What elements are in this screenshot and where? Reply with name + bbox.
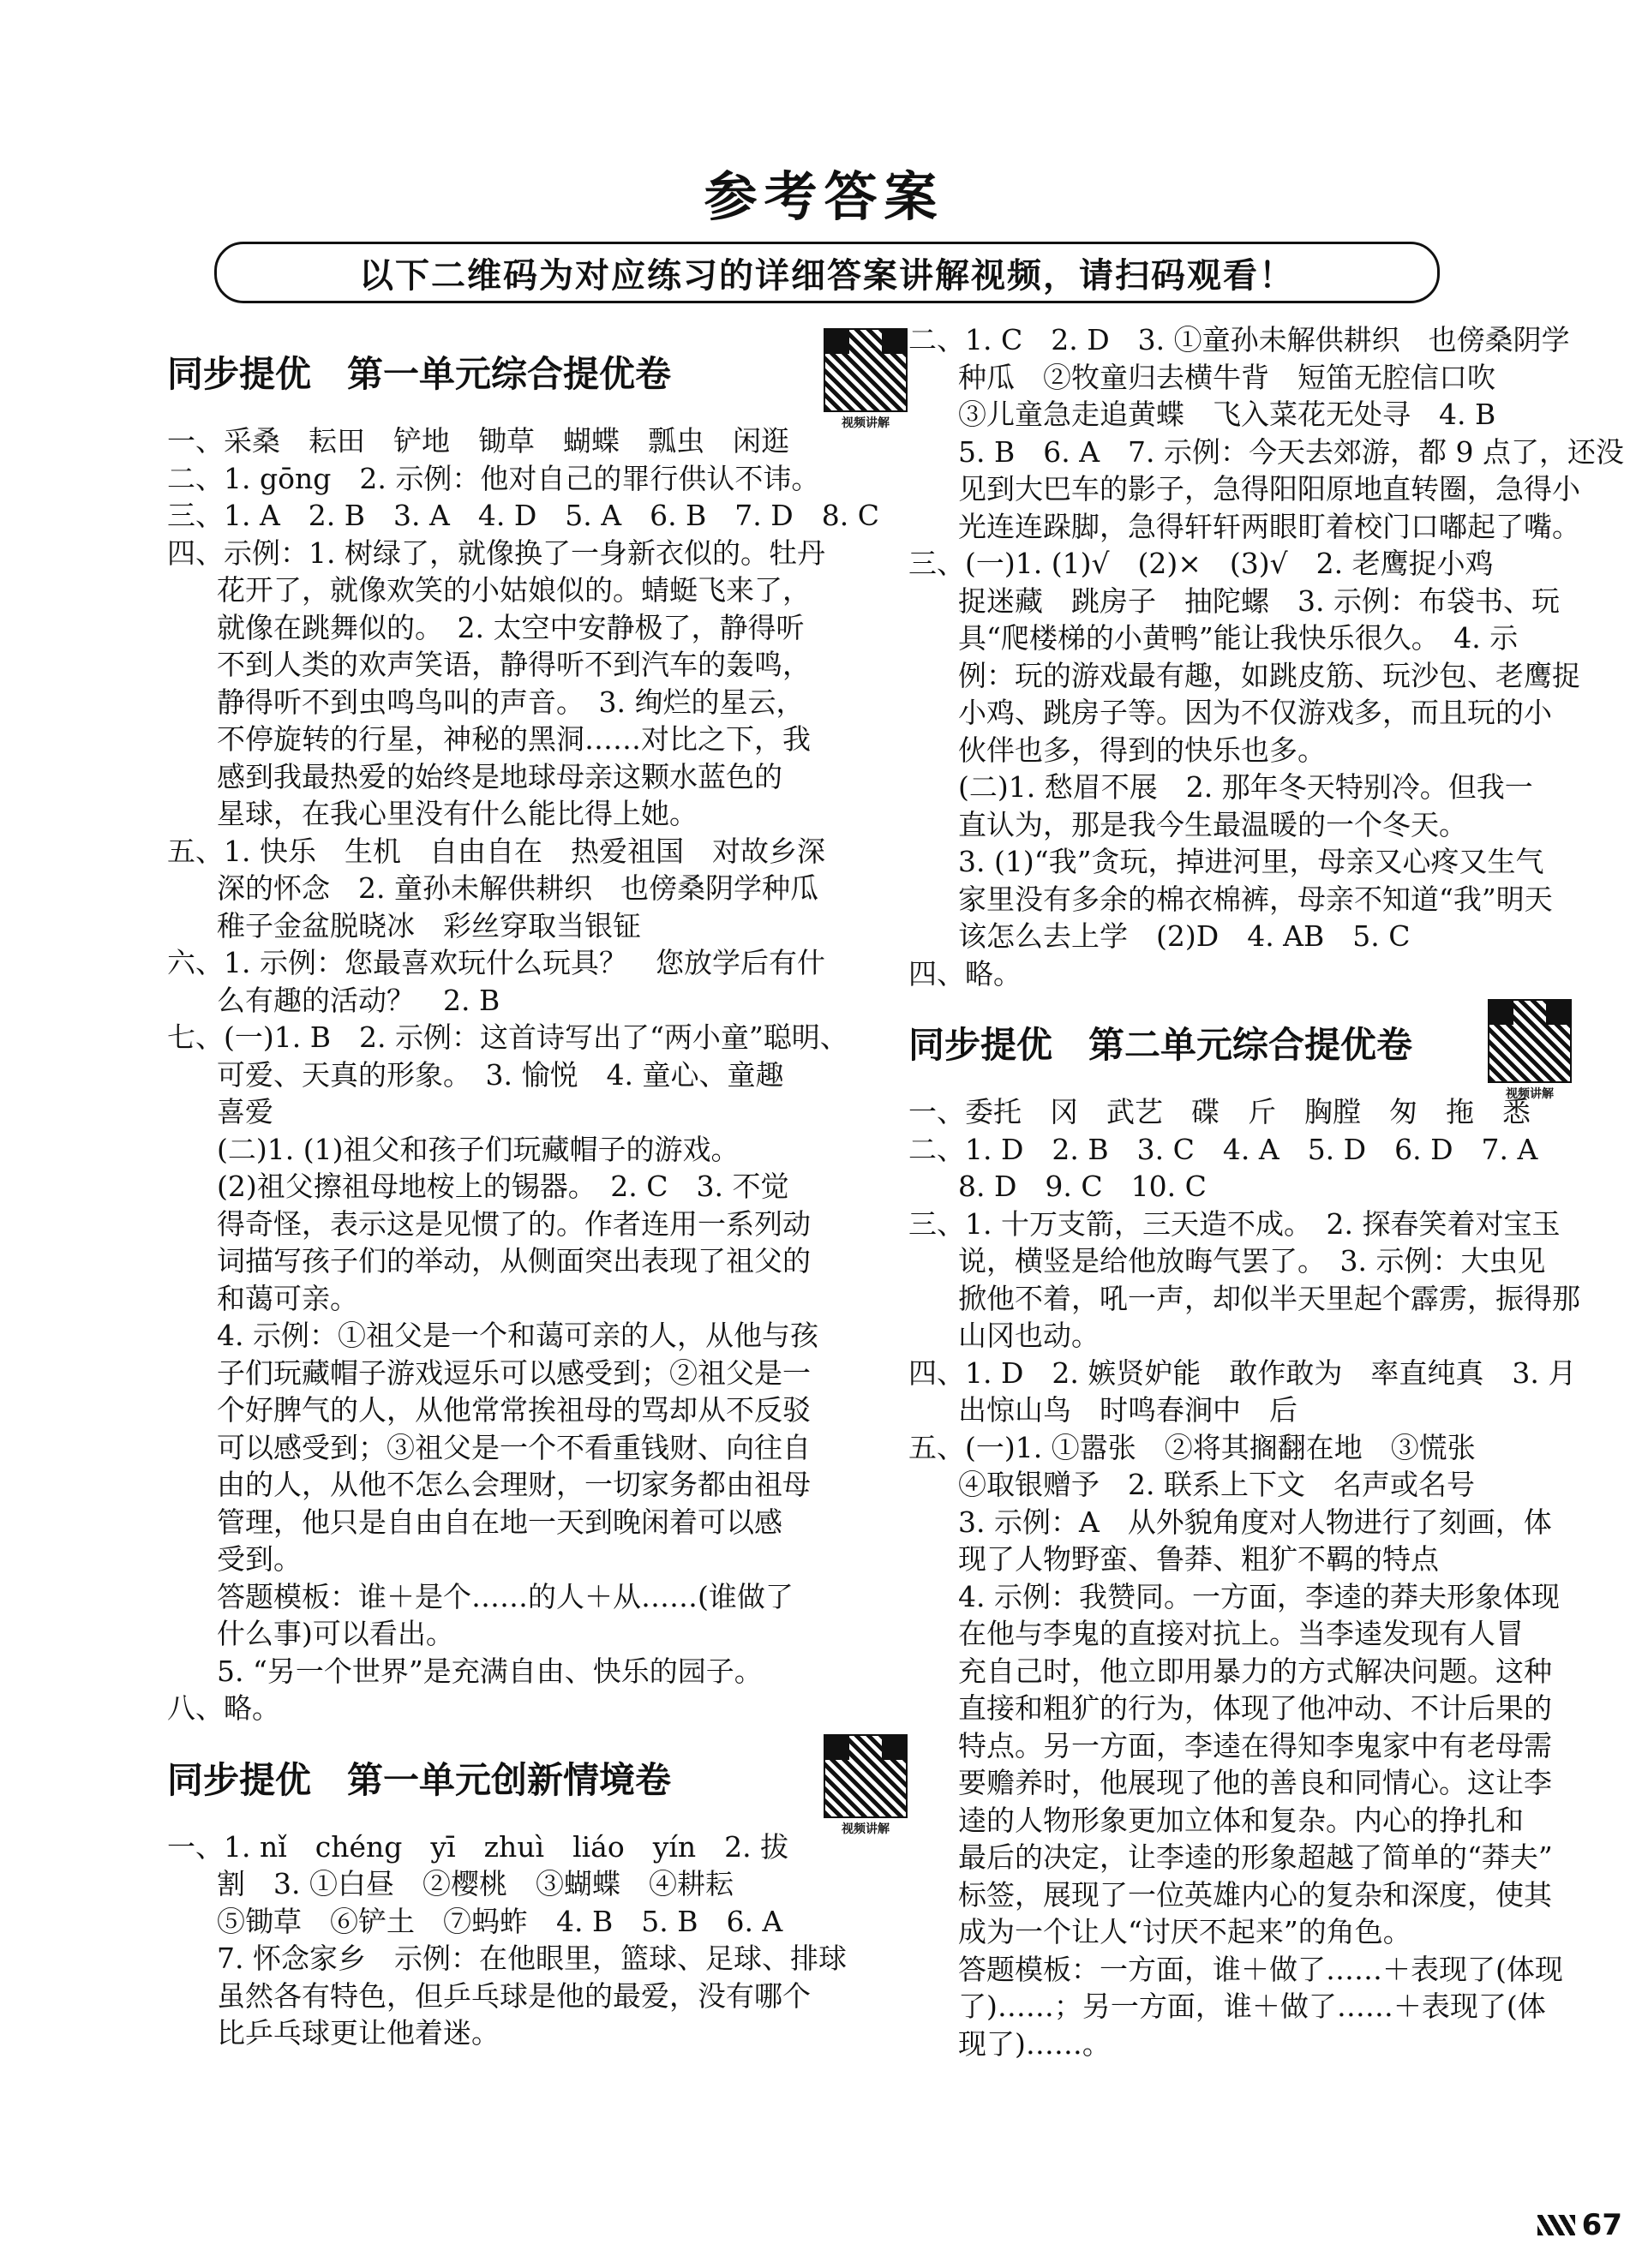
answer-line: 种瓜 ②牧童归去横牛背 短笛无腔信口吹: [958, 360, 1495, 394]
answer-line: 么有趣的活动？ 2. B: [217, 983, 500, 1017]
answer-line: 小鸡、跳房子等。因为不仅游戏多，而且玩的小: [958, 696, 1552, 729]
answer-line: 二、1. D 2. B 3. C 4. A 5. D 6. D 7. A: [908, 1132, 1538, 1166]
answer-line: (二)1. (1)祖父和孩子们玩藏帽子的游戏。: [217, 1132, 740, 1166]
page-title: 参考答案: [704, 165, 944, 228]
answer-line: 5. B 6. A 7. 示例：今天去郊游，都 9 点了，还没: [958, 434, 1624, 469]
answer-line: 要赡养时，他展现了他的善良和同情心。这让李: [958, 1766, 1552, 1799]
answer-line: 五、(一)1. ①嚣张 ②将其搁翻在地 ③慌张: [908, 1430, 1476, 1464]
answer-line: 七、(一)1. B 2. 示例：这首诗写出了“两小童”聪明、: [167, 1020, 848, 1054]
answer-line: 逵的人物形象更加立体和复杂。内心的挣扎和: [958, 1803, 1524, 1837]
answer-lines: [908, 321, 1624, 992]
answer-line: 由的人，从他不怎么会理财，一切家务都由祖母: [217, 1468, 811, 1501]
answer-line: 花开了，就像欢笑的小姑娘似的。蜻蜓飞来了，: [217, 573, 811, 607]
section-title: 同步提优 第一单元创新情境卷: [167, 1758, 672, 1801]
answer-line: 7. 怀念家乡 示例：在他眼里，篮球、足球、排球: [217, 1942, 847, 1975]
answer-line: 星球，在我心里没有什么能比得上她。: [217, 797, 698, 830]
answer-line: 5. “另一个世界”是充满自由、快乐的园子。: [217, 1654, 763, 1688]
answer-line: (二)1. 愁眉不展 2. 那年冬天特别冷。但我一: [958, 770, 1533, 804]
page-number: [1537, 2208, 1622, 2242]
answer-line: 直接和粗犷的行为，体现了他冲动、不计后果的: [958, 1691, 1552, 1725]
answer-line: 和蔼可亲。: [217, 1281, 358, 1315]
qr-code-block[interactable]: [1483, 999, 1577, 1102]
answer-line: 词描写孩子们的举动，从侧面突出表现了祖父的: [217, 1244, 811, 1278]
answer-line: 在他与李鬼的直接对抗上。当李逵发现有人冒: [958, 1617, 1524, 1650]
answer-line: 例：玩的游戏最有趣，如跳皮筋、玩沙包、老鹰捉: [958, 658, 1580, 692]
qr-code-block[interactable]: [818, 328, 913, 431]
answer-line: 不停旋转的行星，神秘的黑洞……对比之下，我: [217, 722, 811, 756]
answer-lines: [167, 422, 913, 1727]
answer-line: 特点。另一方面，李逵在得知李鬼家中有老母需: [958, 1728, 1552, 1762]
answer-template: 答题模板：一方面，谁＋做了……＋表现了(体现: [958, 1952, 1563, 1986]
answer-line: 说，横竖是给他放晦气罢了。 3. 示例：大虫见: [958, 1244, 1546, 1278]
answer-line: 八、略。: [167, 1691, 280, 1725]
answer-line: 二、1. C 2. D 3. ①童孙未解供耕织 也傍桑阴学: [908, 323, 1570, 356]
answer-line: 直认为，那是我今生最温暖的一个冬天。: [958, 807, 1467, 841]
answer-line: 比乒乓球更让他着迷。: [217, 2016, 500, 2050]
answer-line: 一、采桑 耘田 铲地 锄草 蝴蝶 瓢虫 闲逛: [167, 424, 789, 458]
answer-line: ⑤锄草 ⑥铲土 ⑦蚂蚱 4. B 5. B 6. A: [217, 1904, 783, 1938]
section-heading: [167, 1727, 913, 1836]
section-title: 同步提优 第二单元综合提优卷: [908, 1024, 1413, 1066]
answer-lines: [908, 1093, 1580, 2062]
answer-line: 家里没有多余的棉衣棉裤，母亲不知道“我”明天: [958, 882, 1553, 916]
answer-line: 见到大巴车的影子，急得阳阳原地直转圈，急得小: [958, 472, 1580, 506]
answer-line: 伙伴也多，得到的快乐也多。: [958, 733, 1326, 767]
qr-label: 视频讲解: [1506, 1087, 1554, 1101]
qr-code-icon[interactable]: [824, 328, 908, 412]
qr-code-icon[interactable]: [1488, 999, 1572, 1083]
answer-line: 不到人类的欢声笑语，静得听不到汽车的轰鸣，: [217, 648, 811, 681]
answer-line: 了)……；另一方面，谁＋做了……＋表现了(体: [958, 1990, 1546, 2023]
answer-line: 4. 示例：我赞同。一方面，李逵的莽夫形象体现: [958, 1579, 1560, 1613]
answer-line: 标签，展现了一位英雄内心的复杂和深度，使其: [958, 1877, 1552, 1912]
answer-line: 虽然各有特色，但乒乓球是他的最爱，没有哪个: [217, 1978, 811, 2013]
answer-line: 3. (1)“我”贪玩，掉进河里，母亲又心疼又生气: [958, 845, 1544, 878]
qr-code-icon[interactable]: [824, 1734, 908, 1818]
answer-line: 感到我最热爱的始终是地球母亲这颗水蓝色的: [217, 759, 782, 793]
answer-line: 一、1. nǐ chéng yī zhuì liáo yín 2. 拔: [167, 1829, 789, 1864]
answer-line: 子们玩藏帽子游戏逗乐可以感受到；②祖父是一: [217, 1355, 811, 1390]
answer-line: 4. 示例：①祖父是一个和蔼可亲的人，从他与孩: [217, 1319, 818, 1352]
answer-line: 可以感受到；③祖父是一个不看重钱财、向往自: [217, 1430, 811, 1464]
answer-line: 最后的决定，让李逵的形象超越了简单的“莽夫”: [958, 1840, 1553, 1874]
answer-lines: [167, 1828, 913, 2052]
right-column: [908, 321, 1624, 2062]
answer-line: 具“爬楼梯的小黄鸭”能让我快乐很久。 4. 示: [958, 621, 1519, 655]
answer-line: 二、1. gōng 2. 示例：他对自己的罪行供认不讳。: [167, 461, 820, 495]
answer-line: 静得听不到虫鸣鸟叫的声音。 3. 绚烂的星云，: [217, 685, 805, 719]
answer-line: 三、(一)1. (1)√ (2)× (3)√ 2. 老鹰捉小鸡: [908, 547, 1494, 580]
answer-line: 四、示例：1. 树绿了，就像换了一身新衣似的。牡丹: [167, 536, 825, 570]
answer-line: 充自己时，他立即用暴力的方式解决问题。这种: [958, 1654, 1552, 1688]
answer-line: 掀他不着，吼一声，却似半天里起个霹雳，振得那: [958, 1281, 1580, 1315]
answer-line: 山冈也动。: [958, 1319, 1100, 1352]
section-heading: [167, 321, 913, 430]
answer-line: 该怎么去上学 (2)D 4. AB 5. C: [958, 919, 1411, 953]
answer-line: 个好脾气的人，从他常常挨祖母的骂却从不反驳: [217, 1393, 811, 1427]
answer-line: 三、1. 十万支箭，三天造不成。 2. 探春笑着对宝玉: [908, 1206, 1561, 1241]
answer-line: (2)祖父擦祖母地桉上的锡器。 2. C 3. 不觉: [217, 1170, 789, 1203]
answer-line: ④取银赠予 2. 联系上下文 名声或名号: [958, 1468, 1475, 1501]
answer-line: 五、1. 快乐 生机 自由自在 热爱祖国 对故乡深: [167, 834, 825, 868]
answer-line: 捉迷藏 跳房子 抽陀螺 3. 示例：布袋书、玩: [958, 583, 1560, 618]
answer-line: ③儿童急走追黄蝶 飞入菜花无处寻 4. B: [958, 398, 1496, 431]
answer-line: 四、略。: [908, 956, 1022, 990]
answer-line: 就像在跳舞似的。 2. 太空中安静极了，静得听: [217, 610, 805, 644]
answer-line: 三、1. A 2. B 3. A 4. D 5. A 6. B 7. D 8. C: [167, 499, 879, 532]
answer-line: 一、委托 冈 武艺 碟 斤 胸膛 匆 拖 悉: [908, 1095, 1531, 1128]
answer-line: 现了)……。: [958, 2026, 1111, 2061]
qr-code-block[interactable]: [818, 1734, 913, 1837]
section-title: 同步提优 第一单元综合提优卷: [167, 353, 672, 395]
qr-label: 视频讲解: [842, 1822, 890, 1836]
answer-line: 深的怀念 2. 童孙未解供耕织 也傍桑阴学种瓜: [217, 871, 818, 905]
left-column: [167, 321, 913, 2052]
answer-line: 出惊山鸟 时鸣春涧中 后: [958, 1393, 1297, 1427]
answer-line: 什么事)可以看出。: [217, 1617, 454, 1650]
answer-line: 现了人物野蛮、鲁莽、粗犷不羁的特点: [958, 1542, 1439, 1576]
answer-line: 稚子金盆脱晓冰 彩丝穿取当银钲: [217, 908, 641, 943]
answer-line: 六、1. 示例：您最喜欢玩什么玩具？ 您放学后有什: [167, 946, 825, 979]
answer-line: 喜爱: [217, 1095, 273, 1128]
answer-line: 光连连跺脚，急得轩轩两眼盯着校门口嘟起了嘴。: [958, 509, 1580, 543]
answer-template: 答题模板：谁＋是个……的人＋从……(谁做了: [217, 1579, 794, 1613]
answer-line: 可爱、天真的形象。 3. 愉悦 4. 童心、童趣: [217, 1057, 784, 1092]
answer-line: 受到。: [217, 1542, 302, 1576]
answer-line: 割 3. ①白昼 ②樱桃 ③蝴蝶 ④耕耘: [217, 1867, 734, 1900]
qr-label: 视频讲解: [842, 416, 890, 430]
answer-line: 管理，他只是自由自在地一天到晚闲着可以感: [217, 1505, 782, 1539]
answer-line: 成为一个让人“讨厌不起来”的角色。: [958, 1915, 1411, 1948]
qr-instruction-banner: 以下二维码为对应练习的详细答案讲解视频，请扫码观看！: [214, 242, 1440, 303]
answer-line: 8. D 9. C 10. C: [958, 1170, 1207, 1203]
section-heading: [908, 992, 1577, 1101]
answer-line: 四、1. D 2. 嫉贤妒能 敢作敢为 率直纯真 3. 月: [908, 1355, 1577, 1390]
page-mark-icon: [1537, 2215, 1575, 2235]
page-number-text: 67: [1581, 2208, 1622, 2242]
answer-line: 3. 示例：A 从外貌角度对人物进行了刻画，体: [958, 1505, 1552, 1539]
answer-line: 得奇怪，表示这是见惯了的。作者连用一系列动: [217, 1206, 811, 1241]
